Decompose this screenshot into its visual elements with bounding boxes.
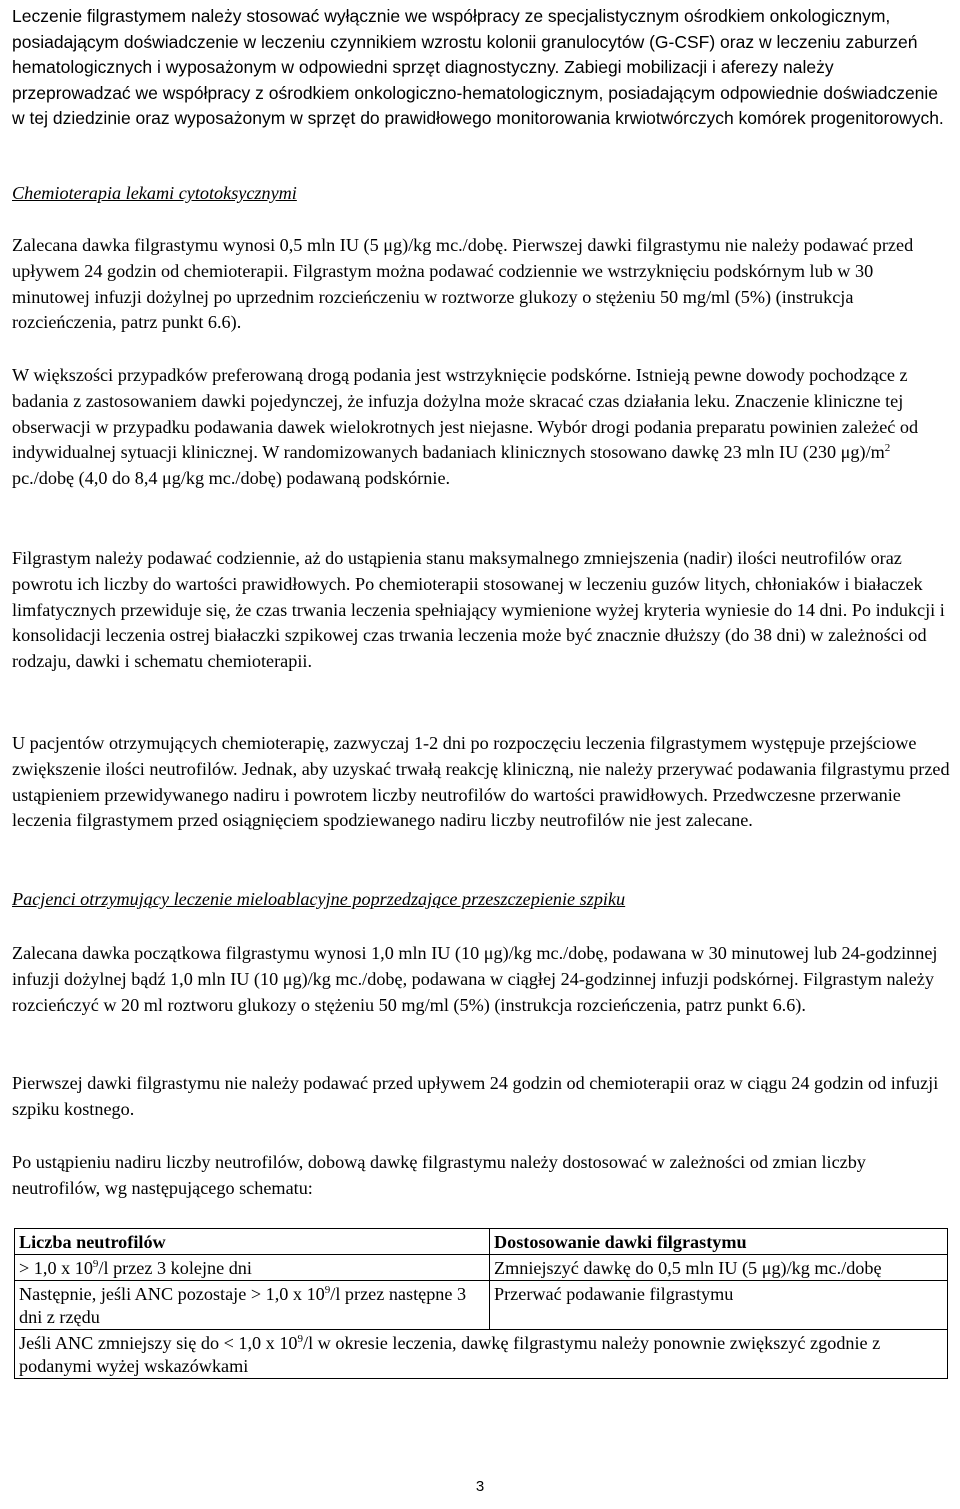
- table-cell-condition: [15, 1255, 490, 1281]
- paragraph-duration: Filgrastym należy podawać codziennie, aż do ustąpienia stanu maksymalnego zmniejszenia (nadir) ilości neutrofilów oraz powrotu ich liczby do wartości prawidłowych. Po chemioterapii stosowanej w leczeniu guzów litych, chłoniaków i białaczek limfatycznych przewiduje się, że czas trwania leczenia spełniający wymienione wyżej kryteria wyniesie do 14 dni. Po indukcji i konsolidacji leczenia ostrej białaczki szpikowej czas trwania leczenia może być znacznie dłuższy (do 38 dni) w zależności od rodzaju, dawki i schematu chemioterapii.: [12, 548, 945, 672]
- table-header-adjustment: Dostosowanie dawki filgrastymu: [490, 1229, 948, 1255]
- cell-text: /l przez 3 kolejne dni: [98, 1258, 252, 1278]
- cell-superscript: 9: [92, 1258, 99, 1270]
- intro-text-part1: Leczenie filgrastymem należy stosować wyłącznie we współpracy ze specjalistycznym ośrodkiem onkologicznym, posiadającym doświadczenie w leczeniu czynnikiem wzrostu kolonii granulocytów (G-CSF) oraz w leczeniu zaburzeń hematologicznych i wyposażonym w odpowiedni sprzęt diagnostyczny.: [12, 6, 918, 77]
- cell-text: Jeśli ANC zmniejszy się do < 1,0 x 10: [19, 1333, 298, 1353]
- paragraph-adjustment: Po ustąpieniu nadiru liczby neutrofilów, dobową dawkę filgrastymu należy dostosować w zależności od zmian liczby neutrofilów, wg następującego schematu:: [12, 1152, 866, 1198]
- section-heading-myeloablative: Pacjenci otrzymujący leczenie mieloablacyjne poprzedzające przeszczepienie szpiku: [12, 889, 626, 909]
- cell-superscript: 9: [324, 1284, 331, 1296]
- dose-adjustment-table: [14, 1228, 948, 1379]
- cell-text: /l w okresie leczenia, dawkę filgrastymu należy ponownie zwiększyć zgodnie z podanymi wyżej wskazówkami: [19, 1333, 881, 1376]
- route-text-a: W większości przypadków preferowaną drogą podania jest wstrzyknięcie podskórne. Istnieją pewne dowody pochodzące z badania z zastosowaniem dawki pojedynczej, że infuzja dożylna może skracać czas działania leku. Znaczenie kliniczne tej obserwacji w przypadku podawania dawek wielokrotnych jest niejasne. Wybór drogi podania preparatu powinien zależeć od indywidualnej sytuacji klinicznej. W randomizowanych badaniach klinicznych stosowano dawkę 23 mln IU (230 μg)/m: [12, 365, 919, 463]
- paragraph-neutrophil-increase: U pacjentów otrzymujących chemioterapię, zazwyczaj 1-2 dni po rozpoczęciu leczenia filgrastymem występuje przejściowe zwiększenie ilości neutrofilów. Jednak, aby uzyskać trwałą reakcję kliniczną, nie należy przerywać podawania filgrastymu przed ustąpieniem przewidywanego nadiru i powrotem liczby neutrofilów do wartości prawidłowych. Przedwczesne przerwanie leczenia filgrastymem przed osiągnięciem spodziewanego nadiru liczby neutrofilów nie jest zalecane.: [12, 733, 950, 831]
- intro-paragraph: [12, 4, 950, 132]
- route-superscript: 2: [884, 442, 891, 455]
- intro-text-part2: Zabiegi mobilizacji i aferezy należy przeprowadzać we współpracy z ośrodkiem onkologiczno-hematologicznym, posiadającym odpowiednie doświadczenie w tej dziedzinie oraz wyposażonym w sprzęt do prawidłowego monitorowania krwiotwórczych komórek progenitorowych.: [12, 57, 944, 128]
- page-number: 3: [475, 1478, 485, 1495]
- table-row: [15, 1281, 948, 1330]
- cell-text: Następnie, jeśli ANC pozostaje > 1,0 x 10: [19, 1284, 325, 1304]
- table-header-row: [15, 1229, 948, 1255]
- table-header-neutrophils: Liczba neutrofilów: [15, 1229, 490, 1255]
- table-cell-action: Przerwać podawanie filgrastymu: [490, 1281, 948, 1330]
- paragraph-route: [12, 363, 950, 492]
- table-row: [15, 1330, 948, 1379]
- section-heading-chemotherapy: Chemioterapia lekami cytotoksycznymi: [12, 183, 297, 203]
- table-cell-action: Zmniejszyć dawkę do 0,5 mln IU (5 μg)/kg mc./dobę: [490, 1255, 948, 1281]
- cell-superscript: 9: [297, 1333, 304, 1345]
- table-cell-note: [15, 1330, 948, 1379]
- table-row: [15, 1255, 948, 1281]
- table-cell-condition: [15, 1281, 490, 1330]
- paragraph-first-dose: Pierwszej dawki filgrastymu nie należy podawać przed upływem 24 godzin od chemioterapii oraz w ciągu 24 godzin od infuzji szpiku kostnego.: [12, 1073, 939, 1119]
- route-text-b: pc./dobę (4,0 do 8,4 μg/kg mc./dobę) podawaną podskórnie.: [12, 468, 451, 489]
- cell-text: /l przez następne 3 dni z rzędu: [19, 1284, 467, 1327]
- paragraph-initial-dose: Zalecana dawka początkowa filgrastymu wynosi 1,0 mln IU (10 μg)/kg mc./dobę, podawana w 30 minutowej lub 24-godzinnej infuzji dożylnej bądź 1,0 mln IU (10 μg)/kg mc./dobę, podawana w ciągłej 24-godzinnej infuzji podskórnej. Filgrastym należy rozcieńczyć w 20 ml roztworu glukozy o stężeniu 50 mg/ml (5%) (instrukcja rozcieńczenia, patrz punkt 6.6).: [12, 943, 938, 1015]
- paragraph-dose: Zalecana dawka filgrastymu wynosi 0,5 mln IU (5 μg)/kg mc./dobę. Pierwszej dawki filgrastymu nie należy podawać przed upływem 24 godzin od chemioterapii. Filgrastym można podawać codziennie we wstrzyknięciu podskórnym lub w 30 minutowej infuzji dożylnej po uprzednim rozcieńczeniu w roztworze glukozy o stężeniu 50 mg/ml (5%) (instrukcja rozcieńczenia, patrz punkt 6.6).: [12, 235, 914, 333]
- cell-text: > 1,0 x 10: [19, 1258, 93, 1278]
